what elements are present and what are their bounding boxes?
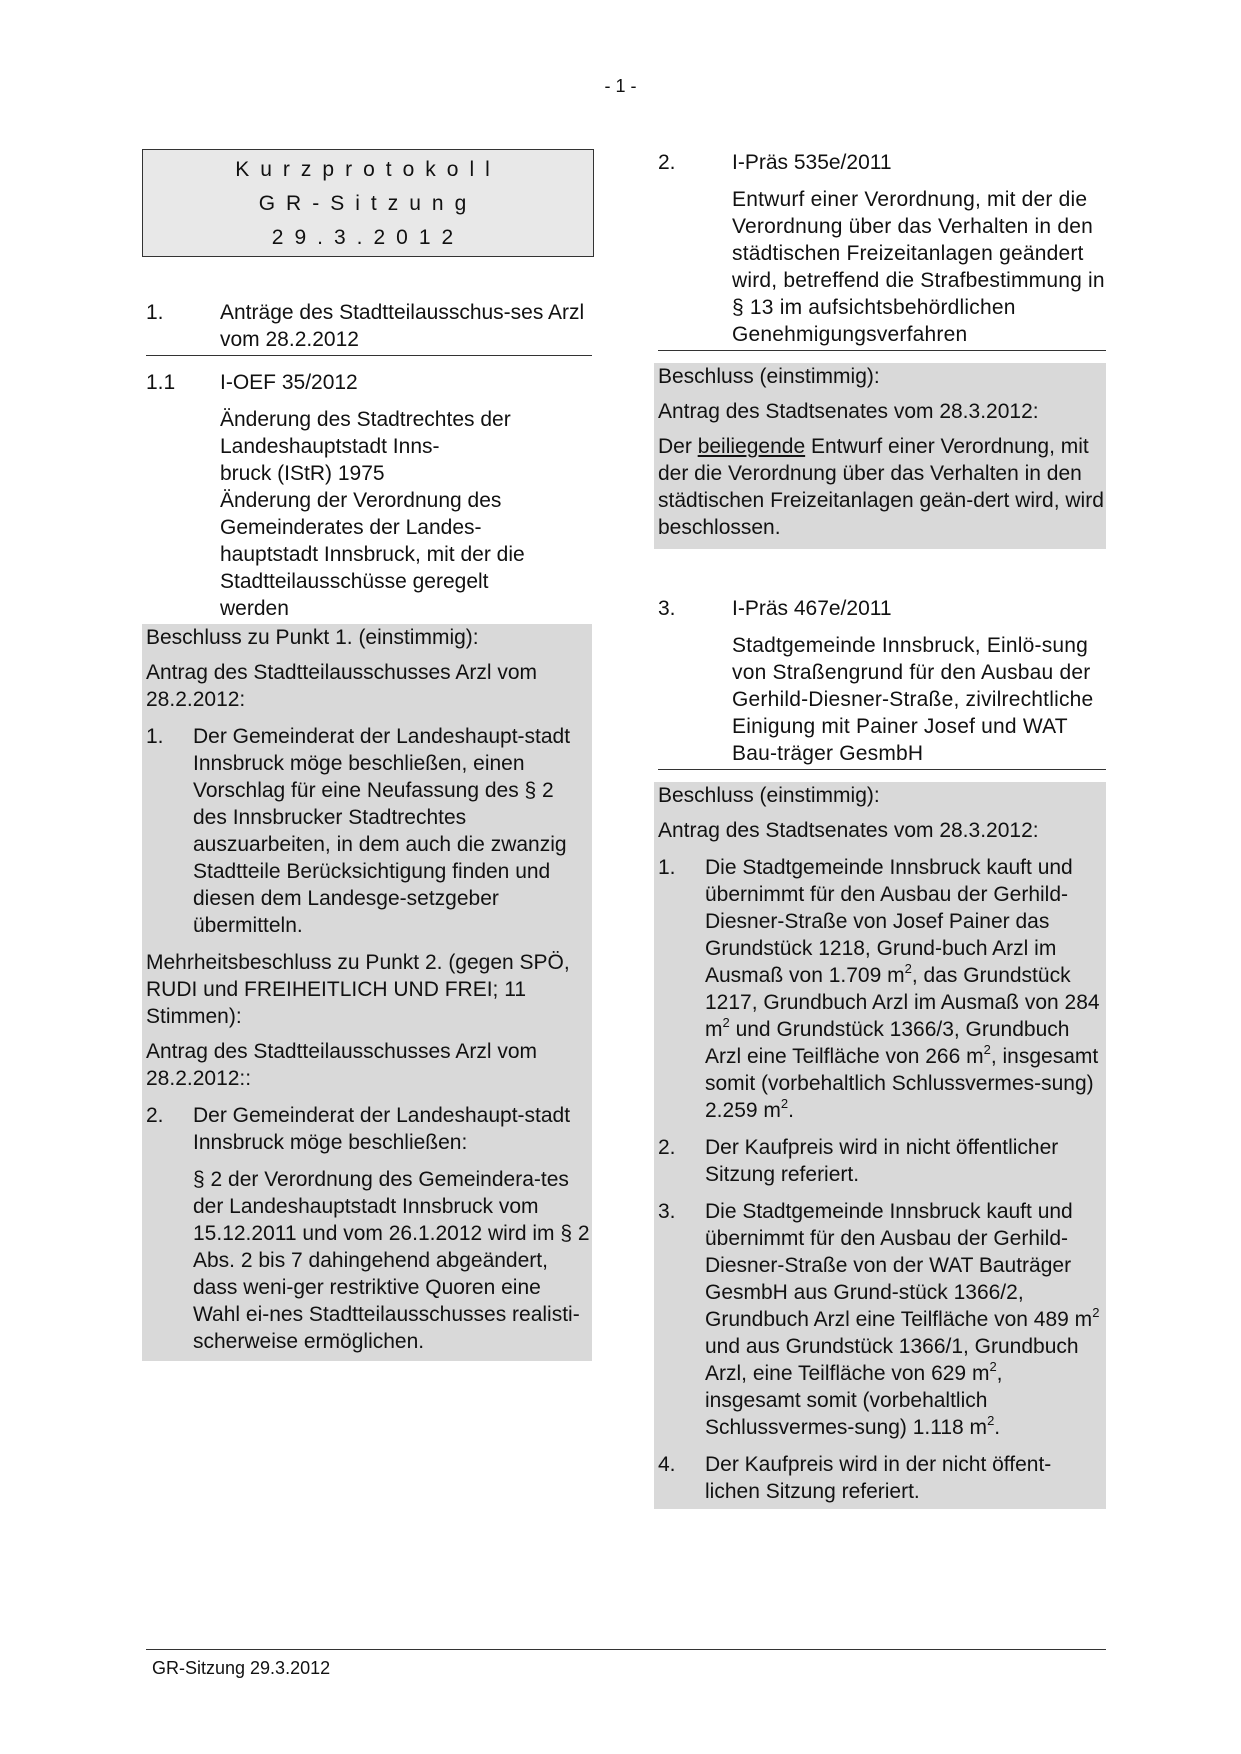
title-line-3: 29.3.2012	[271, 225, 465, 249]
paragraph-detail: § 2 der Verordnung des Gemeindera-tes der Landeshauptstadt Innsbruck vom 15.12.2011 und vom 26.1.2012 wird im § 2 Abs. 2 bis 7 dahingehend abgeändert, dass weni-ger restriktive Quoren eine Wahl ei-nes Stadtteilausschusses realisti-scherweise ermöglichen.	[193, 1168, 590, 1353]
item-number: 2.	[658, 151, 676, 174]
list-text: Der Kaufpreis wird in der nicht öffent-lichen Sitzung referiert.	[705, 1453, 1052, 1503]
list-text: Die Stadtgemeinde Innsbruck kauft und übernimmt für den Ausbau der Gerhild-Diesner-Straße von der WAT Bauträger GesmbH aus Grund-stück 1366/2, Grundbuch Arzl eine Teilfläche von 489 $m^2$ und aus Grundstück 1366/1, Grundbuch Arzl, eine Teilfläche von 629 $m^2$, insgesamt somit (vorbehaltlich Schlussvermes-sung) 1.118 $m^2$.	[705, 1200, 1100, 1439]
list-item	[658, 1441, 1104, 1505]
agenda-item-3	[658, 595, 1106, 622]
item-title: Stadtgemeinde Innsbruck, Einlö-sung von Straßengrund für den Ausbau der Gerhild-Diesner-Straße, zivilrechtliche Einigung mit Painer Josef und WAT Bau-träger GesmbH	[658, 632, 1106, 770]
item-title-line: Gemeinderates der Landes-	[220, 516, 482, 539]
motion-label: Antrag des Stadtsenates vom 28.3.2012:	[658, 819, 1039, 842]
item-title-line: werden	[220, 597, 289, 620]
motion-label: Antrag des Stadtteilausschusses Arzl vom 28.2.2012::	[146, 1040, 538, 1090]
footer-divider	[146, 1649, 1106, 1650]
decision-label: Beschluss (einstimmig):	[658, 784, 880, 807]
decision-block	[654, 363, 1106, 549]
title-box	[142, 149, 594, 257]
agenda-item-1	[146, 299, 592, 356]
item-reference: I-Präs 467e/2011	[732, 597, 892, 620]
item-title: Anträge des Stadtteilausschus-ses Arzl vom 28.2.2012	[220, 301, 585, 351]
list-item	[658, 1124, 1104, 1188]
item-title: Entwurf einer Verordnung, mit der die Verordnung über das Verhalten in den städtischen Freizeitanlagen geändert wird, betreffend die Strafbestimmung in § 13 im aufsichtsbehördlichen Genehmigungsverfahren	[658, 186, 1106, 351]
decision-text	[658, 425, 1104, 541]
item-title-line: hauptstadt Innsbruck, mit der die	[220, 543, 525, 566]
list-number: 1.	[658, 856, 676, 879]
footer-text: GR-Sitzung 29.3.2012	[152, 1658, 331, 1678]
list-text: Der Gemeinderat der Landeshaupt-stadt Innsbruck möge beschließen:	[193, 1104, 571, 1154]
text-fragment: Entwurf einer Verordnung, mit der die Verordnung über das Verhalten in den städtischen Freizeitanlagen geän-dert wird, wird beschlossen.	[658, 435, 1104, 539]
item-reference: I-Präs 535e/2011	[732, 151, 892, 174]
item-title-line: Änderung des Stadtrechtes der	[220, 408, 511, 431]
agenda-item-2	[658, 149, 1106, 176]
motion-label: Antrag des Stadtsenates vom 28.3.2012:	[658, 400, 1039, 423]
decision-block	[142, 624, 592, 1361]
list-number: 2.	[658, 1136, 676, 1159]
list-text: Der Kaufpreis wird in nicht öffentlicher Sitzung referiert.	[705, 1136, 1059, 1186]
list-number: 3.	[658, 1200, 676, 1223]
item-title-line: Landeshauptstadt Inns-	[220, 435, 440, 458]
list-text: Der Gemeinderat der Landeshaupt-stadt Innsbruck möge beschließen, einen Vorschlag für eine Neufassung des § 2 des Innsbrucker Stadtrechtes auszuarbeiten, in dem auch die zwanzig Stadtteile Berücksichtigung finden und diesen dem Landesge-setzgeber übermitteln.	[193, 725, 571, 937]
list-number: 4.	[658, 1453, 676, 1476]
item-title-line: Stadtteilausschüsse geregelt	[220, 570, 489, 593]
decision-label: Mehrheitsbeschluss zu Punkt 2. (gegen SPÖ, RUDI und FREIHEITLICH UND FREI; 11 Stimmen):	[146, 951, 570, 1028]
attachment-reference: beiliegende	[697, 435, 806, 458]
title-line-1: Kurzprotokoll	[235, 157, 501, 181]
agenda-item-1-1	[146, 369, 592, 396]
decision-label: Beschluss zu Punkt 1. (einstimmig):	[146, 626, 479, 649]
left-column	[146, 149, 592, 1361]
page-number: - 1 -	[604, 76, 637, 96]
list-item	[146, 1092, 590, 1156]
list-item	[658, 844, 1104, 1124]
list-number: 2.	[146, 1104, 164, 1127]
motion-label: Antrag des Stadtteilausschusses Arzl vom 28.2.2012:	[146, 661, 538, 711]
item-title-line: Änderung der Verordnung des	[220, 489, 502, 512]
item-number: 3.	[658, 597, 676, 620]
item-number: 1.	[146, 301, 164, 324]
text-fragment: Der	[658, 435, 698, 458]
right-column	[658, 149, 1106, 1509]
list-text: Die Stadtgemeinde Innsbruck kauft und übernimmt für den Ausbau der Gerhild-Diesner-Straße von Josef Painer das Grundstück 1218, Grund-buch Arzl im Ausmaß von 1.709 $m^2$, das Grundstück 1217, Grundbuch Arzl im Ausmaß von 284 $m^2$ und Grundstück 1366/3, Grundbuch Arzl eine Teilfläche von 266 $m^2$, insgesamt somit (vorbehaltlich Schlussvermes-sung) 2.259 $m^2$.	[705, 856, 1100, 1122]
list-item	[146, 713, 590, 939]
item-reference: I-OEF 35/2012	[220, 371, 358, 394]
list-item	[658, 1188, 1104, 1441]
item-title-line: bruck (IStR) 1975	[220, 462, 385, 485]
decision-label: Beschluss (einstimmig):	[658, 365, 880, 388]
decision-block	[654, 782, 1106, 1509]
title-line-2: GR-Sitzung	[258, 191, 478, 215]
item-number: 1.1	[146, 371, 176, 394]
item-title-block	[146, 406, 592, 622]
list-number: 1.	[146, 725, 164, 748]
